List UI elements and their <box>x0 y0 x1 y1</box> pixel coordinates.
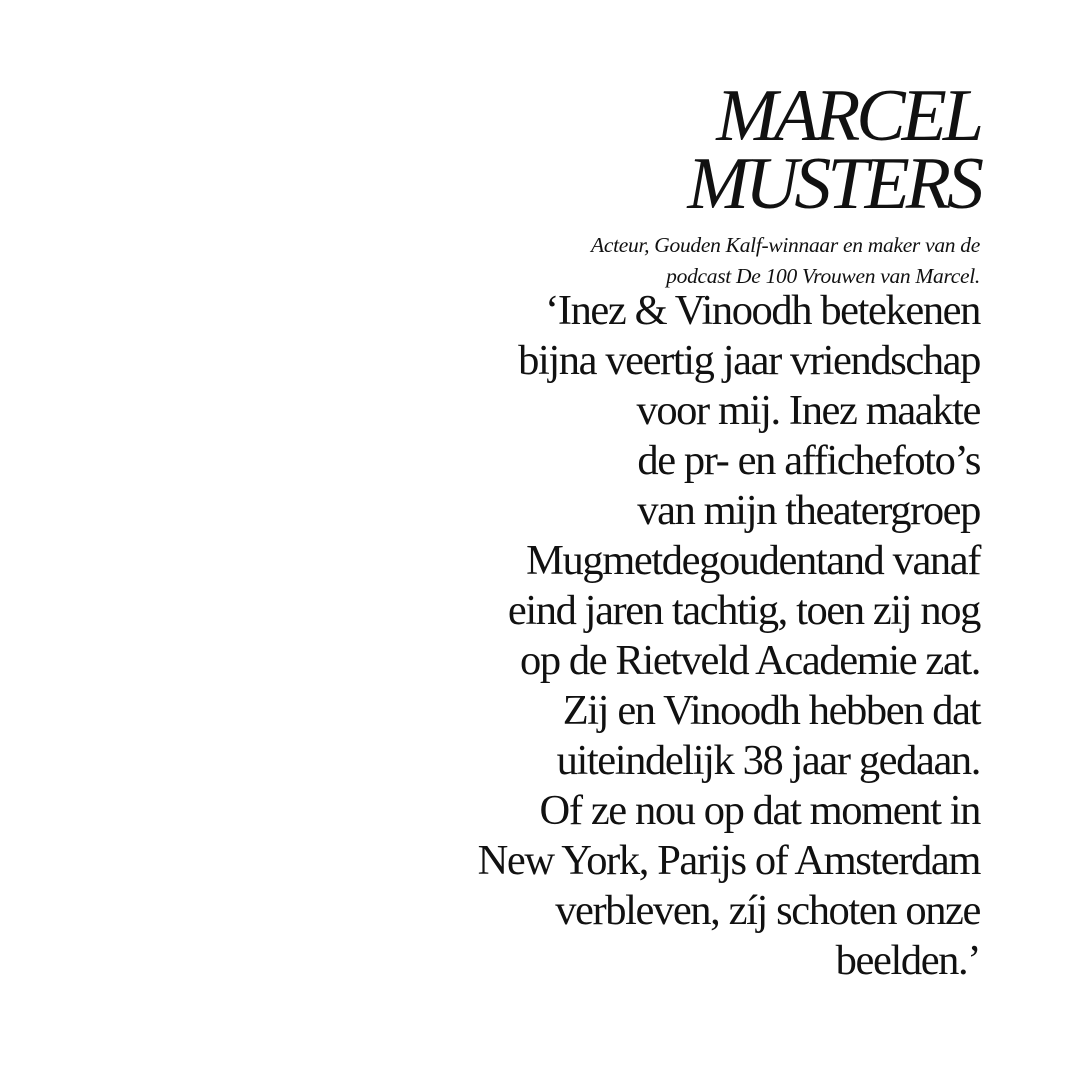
quote-line: voor mij. Inez maakte <box>636 387 980 434</box>
person-description <box>340 230 980 292</box>
quote-line: eind jaren tachtig, toen zij nog <box>507 587 980 634</box>
article <box>340 75 980 986</box>
quote-line: Mugmetdegoudentand vanaf <box>526 537 980 584</box>
description-line: podcast De 100 Vrouwen van Marcel. <box>666 264 980 288</box>
name-last: MUSTERS <box>687 143 980 225</box>
quote-line: bijna veertig jaar vriendschap <box>518 337 980 384</box>
quote-line: beelden.’ <box>835 937 980 984</box>
description-line: Acteur, Gouden Kalf-winnaar en maker van de <box>591 233 980 257</box>
quote-line: op de Rietveld Academie zat. <box>520 637 980 684</box>
quote-line: ‘Inez & Vinoodh betekenen <box>545 287 980 334</box>
quote-line: van mijn theatergroep <box>637 487 980 534</box>
quote-line: de pr- en affichefoto’s <box>637 437 980 484</box>
quote-line: verbleven, zíj schoten onze <box>555 887 980 934</box>
person-name <box>340 75 980 225</box>
name-first: MARCEL <box>716 75 980 157</box>
quote-line: uiteindelijk 38 jaar gedaan. <box>556 737 980 784</box>
quote-line: Zij en Vinoodh hebben dat <box>562 687 980 734</box>
quote <box>340 286 980 986</box>
quote-line: Of ze nou op dat moment in <box>539 787 980 834</box>
quote-line: New York, Parijs of Amsterdam <box>477 837 980 884</box>
